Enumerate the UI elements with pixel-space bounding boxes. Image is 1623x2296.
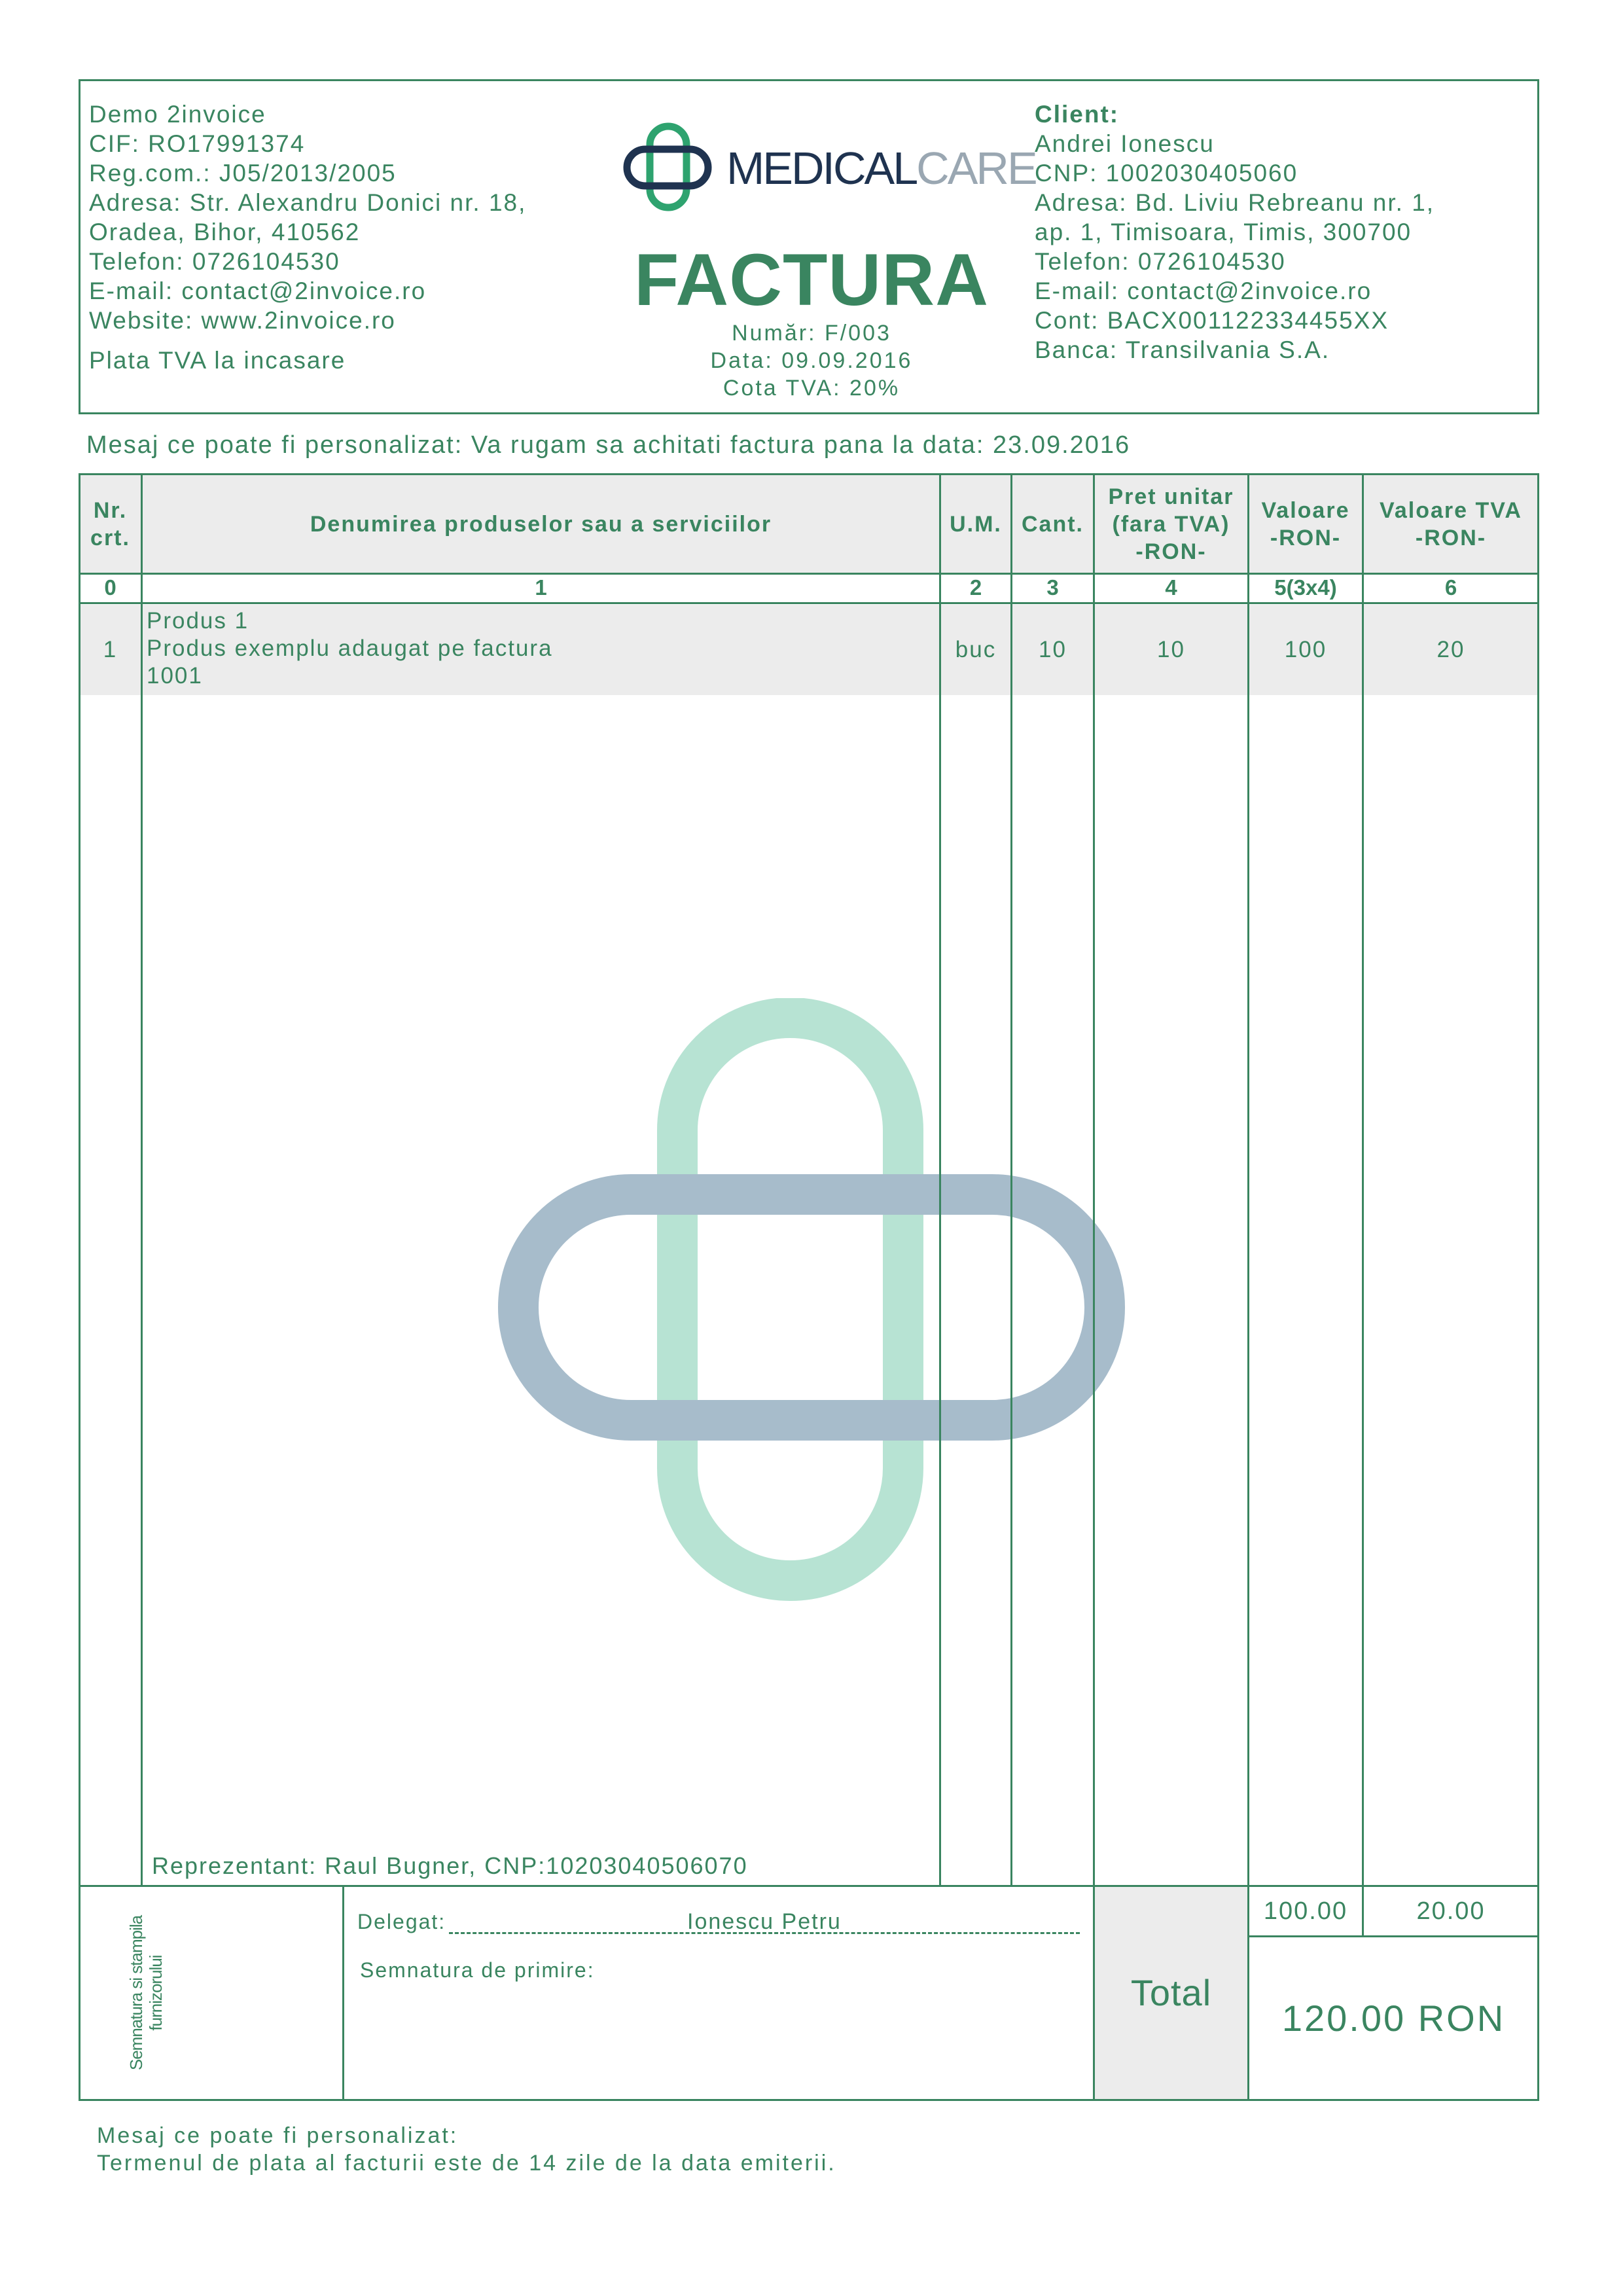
invoice-number: Număr: F/003 xyxy=(732,321,891,346)
invoice-date: Data: 09.09.2016 xyxy=(710,348,913,373)
footer-separator xyxy=(342,1885,344,2101)
supplier-line: Telefon: 0726104530 xyxy=(89,248,340,275)
row-name-line: 1001 xyxy=(147,663,203,689)
subtotal-value: 100.00 xyxy=(1263,1897,1348,1925)
client-heading: Client: xyxy=(1035,101,1120,128)
index-cell: 1 xyxy=(535,575,547,600)
header-qty-text: Cant. xyxy=(1022,511,1084,537)
message-top: Mesaj ce poate fi personalizat: Va rugam sa achitati factura pana la data: 23.09.2016 xyxy=(86,431,1131,459)
grand-total: 120.00 RON xyxy=(1281,1997,1506,2039)
header-price-line: -RON- xyxy=(1135,539,1207,564)
signature-label: Semnatura de primire: xyxy=(360,1958,595,1982)
index-cell: 2 xyxy=(969,575,982,600)
representative: Reprezentant: Raul Bugner, CNP:10203040506070 xyxy=(152,1852,748,1879)
invoice-vat-rate: Cota TVA: 20% xyxy=(722,376,901,401)
row-um: buc xyxy=(955,637,997,662)
supplier-stamp-label xyxy=(126,1895,172,2091)
header-value-line: -RON- xyxy=(1270,525,1342,550)
header-nr-line: crt. xyxy=(90,525,130,550)
logo-text-medical: MEDICAL xyxy=(726,143,917,194)
supplier-line: CIF: RO17991374 xyxy=(89,130,306,157)
subtotal-vat: 20.00 xyxy=(1416,1897,1486,1925)
row-name-line: Produs exemplu adaugat pe factura xyxy=(147,636,553,661)
row-name-line: Produs 1 xyxy=(147,608,249,634)
client-line: CNP: 1002030405060 xyxy=(1035,160,1298,187)
client-line: Telefon: 0726104530 xyxy=(1035,248,1286,275)
header-price xyxy=(1095,475,1247,573)
company-logo xyxy=(622,121,1036,213)
stamp-label-line: furnizorului xyxy=(146,1955,166,2031)
index-cell: 4 xyxy=(1165,575,1177,600)
supplier-line: Website: www.2invoice.ro xyxy=(89,307,396,334)
row-name xyxy=(147,607,553,690)
header-name-text: Denumirea produselor sau a serviciilor xyxy=(310,511,772,537)
row-vat: 20 xyxy=(1436,637,1465,662)
header-nr xyxy=(80,475,141,573)
supplier-line: Demo 2invoice xyxy=(89,101,266,128)
row-price: 10 xyxy=(1157,637,1185,662)
client-line: E-mail: contact@2invoice.ro xyxy=(1035,278,1372,304)
client-line: Andrei Ionescu xyxy=(1035,130,1215,157)
header-vat-line: -RON- xyxy=(1415,525,1487,550)
row-nr: 1 xyxy=(103,637,118,662)
vat-note: Plata TVA la incasare xyxy=(89,347,346,374)
index-cell: 3 xyxy=(1046,575,1059,600)
stamp-label-line: Semnatura si stampila xyxy=(126,1915,146,2071)
header-value xyxy=(1249,475,1362,573)
invoice-title: FACTURA xyxy=(633,239,990,321)
client-line: Adresa: Bd. Liviu Rebreanu nr. 1, xyxy=(1035,189,1435,216)
message-bottom-line: Mesaj ce poate fi personalizat: xyxy=(97,2123,459,2148)
header-price-line: Pret unitar xyxy=(1108,484,1234,509)
total-label: Total xyxy=(1130,1972,1212,2013)
message-bottom xyxy=(97,2122,836,2177)
supplier-info xyxy=(89,99,526,335)
header-um xyxy=(941,475,1010,573)
client-line: Cont: BACX001122334455XX xyxy=(1035,307,1389,334)
client-line: ap. 1, Timisoara, Timis, 300700 xyxy=(1035,219,1412,245)
logo-text-care: CARE xyxy=(916,143,1036,194)
client-info xyxy=(1035,99,1435,365)
header-vat xyxy=(1364,475,1538,573)
row-qty: 10 xyxy=(1039,637,1067,662)
header-um-text: U.M. xyxy=(950,511,1002,537)
logo-wordmark xyxy=(726,142,1036,194)
header-name xyxy=(143,475,939,573)
client-line: Banca: Transilvania S.A. xyxy=(1035,336,1330,363)
supplier-line: E-mail: contact@2invoice.ro xyxy=(89,278,427,304)
message-bottom-line: Termenul de plata al facturii este de 14 zile de la data emiterii. xyxy=(97,2151,836,2176)
delegate-name: Ionescu Petru xyxy=(687,1909,842,1934)
invoice-meta xyxy=(576,319,1047,402)
index-cell: 0 xyxy=(104,575,116,600)
header-vat-line: Valoare TVA xyxy=(1380,497,1522,523)
header-price-line: (fara TVA) xyxy=(1112,511,1230,537)
index-cell: 6 xyxy=(1444,575,1457,600)
col-separator xyxy=(141,473,143,1887)
supplier-line: Adresa: Str. Alexandru Donici nr. 18, xyxy=(89,189,527,216)
table-index-divider xyxy=(79,602,1539,604)
delegate-label: Delegat: xyxy=(357,1910,446,1933)
header-qty xyxy=(1012,475,1093,573)
medical-cross-logo-icon xyxy=(622,121,713,213)
row-value: 100 xyxy=(1284,637,1327,662)
supplier-line: Reg.com.: J05/2013/2005 xyxy=(89,160,397,187)
header-nr-line: Nr. xyxy=(93,497,128,523)
supplier-line: Oradea, Bihor, 410562 xyxy=(89,219,361,245)
index-cell: 5(3x4) xyxy=(1274,575,1337,600)
header-value-line: Valoare xyxy=(1261,497,1350,523)
